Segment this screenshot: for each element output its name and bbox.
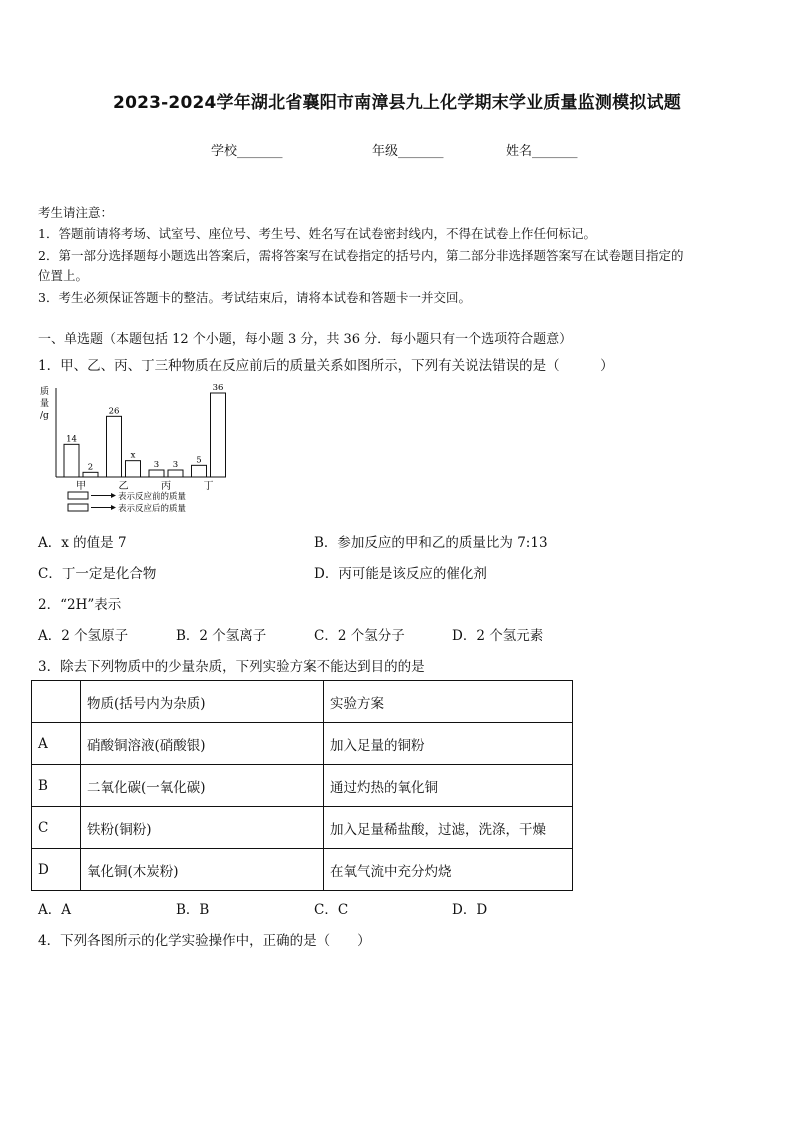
bar-after <box>83 472 98 477</box>
bar-before <box>107 416 122 477</box>
bar-after <box>211 393 226 477</box>
table-cell: B <box>32 765 81 807</box>
notice-title: 考生请注意： <box>38 205 114 220</box>
table-row <box>32 849 573 891</box>
data-label: 3 <box>172 460 179 470</box>
question-1-option-c[interactable]: C．丁一定是化合物 <box>38 566 157 582</box>
bar-before <box>192 465 207 477</box>
table-header-cell: 物质(括号内为杂质) <box>81 681 324 723</box>
legend-swatch <box>68 492 88 499</box>
table-cell: 氧化铜(木炭粉) <box>81 849 324 891</box>
school-field: 学校_______ <box>211 144 283 159</box>
question-3-table <box>31 680 573 891</box>
name-field: 姓名_______ <box>506 144 578 159</box>
question-2-option-c[interactable]: C．2 个氢分子 <box>314 628 405 644</box>
question-1-option-d[interactable]: D．丙可能是该反应的催化剂 <box>314 566 487 582</box>
bar-before <box>149 470 164 477</box>
data-label: 14 <box>66 434 77 445</box>
bar-before <box>64 444 79 477</box>
x-tick-label: 丙 <box>161 481 171 492</box>
question-2-stem: 2．“2H”表示 <box>38 597 122 613</box>
table-cell: 在氧气流中充分灼烧 <box>324 849 573 891</box>
table-cell: C <box>32 807 81 849</box>
data-label: 26 <box>108 406 120 417</box>
question-2-option-b[interactable]: B．2 个氢离子 <box>176 628 267 644</box>
legend-swatch <box>68 504 88 511</box>
bar-after <box>126 461 141 477</box>
table-cell: D <box>32 849 81 891</box>
mass-bar-chart <box>36 380 236 520</box>
notice-item-2-cont: 位置上。 <box>38 268 89 283</box>
notice-item-3: 3．考生必须保证答题卡的整洁。考试结束后，请将本试卷和答题卡一并交回。 <box>38 290 471 305</box>
data-label: x <box>130 450 136 461</box>
question-2-option-d[interactable]: D．2 个氢元素 <box>452 628 544 644</box>
bar-after <box>168 470 183 477</box>
question-3-option-d[interactable]: D．D <box>452 902 488 918</box>
page-title: 2023-2024学年湖北省襄阳市南漳县九上化学期末学业质量监测模拟试题 <box>113 93 681 113</box>
table-cell: 加入足量的铜粉 <box>324 723 573 765</box>
question-3-option-c[interactable]: C．C <box>314 902 349 918</box>
table-cell: A <box>32 723 81 765</box>
x-tick-label: 乙 <box>118 481 129 492</box>
question-1-option-a[interactable]: A．x 的值是 7 <box>38 535 127 551</box>
section-heading: 一、单选题（本题包括 12 个小题，每小题 3 分，共 36 分．每小题只有一个选项符合题意） <box>38 332 573 347</box>
x-tick-label: 甲 <box>76 481 86 492</box>
table-header-cell <box>32 681 81 723</box>
table-cell: 铁粉(铜粉) <box>81 807 324 849</box>
data-label: 36 <box>212 383 224 393</box>
legend-label: 表示反应前的质量 <box>118 492 187 502</box>
table-cell: 硝酸铜溶液(硝酸银) <box>81 723 324 765</box>
data-label: 5 <box>196 455 202 466</box>
notice-item-1: 1．答题前请将考场、试室号、座位号、考生号、姓名写在试卷密封线内，不得在试卷上作任何标记。 <box>38 226 596 241</box>
question-4-stem: 4．下列各图所示的化学实验操作中，正确的是（ ） <box>38 933 371 949</box>
question-3-stem: 3．除去下列物质中的少量杂质，下列实验方案不能达到目的的是 <box>38 659 425 675</box>
table-cell: 二氧化碳(一氧化碳) <box>81 765 324 807</box>
table-cell: 通过灼热的氧化铜 <box>324 765 573 807</box>
question-1-stem: 1．甲、乙、丙、丁三种物质在反应前后的质量关系如图所示，下列有关说法错误的是（ ） <box>38 358 614 374</box>
y-axis-label: 质 <box>40 387 50 397</box>
legend-arrow-head <box>111 493 116 498</box>
x-tick-label: 丁 <box>203 481 214 492</box>
notice-item-2: 2．第一部分选择题每小题选出答案后，需将答案写在试卷指定的括号内，第二部分非选择题答案写在试卷题目指定的 <box>38 248 684 263</box>
question-1-option-b[interactable]: B．参加反应的甲和乙的质量比为 7:13 <box>314 535 548 551</box>
data-label: 3 <box>153 460 160 470</box>
grade-field: 年级_______ <box>372 144 444 159</box>
legend-label: 表示反应后的质量 <box>118 504 187 514</box>
table-header-cell: 实验方案 <box>324 681 573 723</box>
data-label: 2 <box>87 462 94 473</box>
question-2-option-a[interactable]: A．2 个氢原子 <box>38 628 129 644</box>
question-3-option-a[interactable]: A．A <box>38 902 71 918</box>
table-row <box>32 765 573 807</box>
table-cell: 加入足量稀盐酸，过滤，洗涤，干燥 <box>324 807 573 849</box>
legend-arrow-head <box>111 505 116 510</box>
table-row <box>32 723 573 765</box>
table-header-row <box>32 681 573 723</box>
question-3-option-b[interactable]: B．B <box>176 902 210 918</box>
y-axis-label: /g <box>40 411 49 421</box>
y-axis-label: 量 <box>40 399 50 409</box>
table-row <box>32 807 573 849</box>
